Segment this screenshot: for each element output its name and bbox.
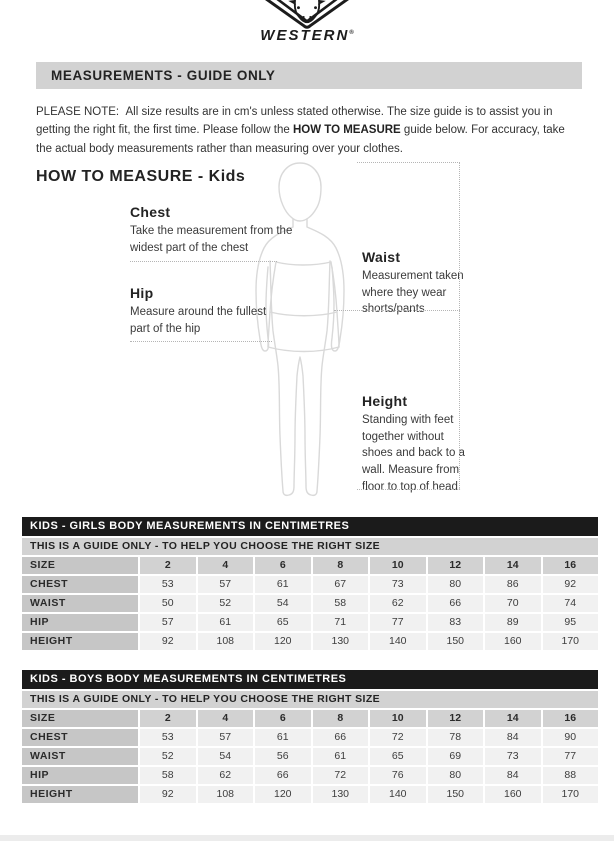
hip-label: Hip: [130, 285, 154, 301]
value-cell: 84: [485, 767, 541, 784]
value-cell: 66: [313, 729, 369, 746]
value-cell: 130: [313, 786, 369, 803]
table-row: [22, 595, 598, 612]
height-top-dotted-line: [357, 162, 460, 163]
note-bold-text: HOW TO MEASURE: [292, 124, 401, 137]
row-label: SIZE: [22, 710, 138, 727]
value-cell: 160: [485, 633, 541, 650]
value-cell: 66: [255, 767, 311, 784]
value-cell: 76: [370, 767, 426, 784]
value-cell: 70: [485, 595, 541, 612]
value-cell: 65: [370, 748, 426, 765]
note-paragraph: [36, 103, 568, 158]
value-cell: 52: [198, 595, 254, 612]
table-row: [22, 729, 598, 746]
row-label: SIZE: [22, 557, 138, 574]
value-cell: 56: [255, 748, 311, 765]
size-cell: 16: [543, 710, 599, 727]
note-text-2: guide below. For accuracy, take the actual body measurements rather than measuring over your clothes.: [36, 124, 565, 155]
value-cell: 72: [370, 729, 426, 746]
value-cell: 84: [485, 729, 541, 746]
size-header-row: [22, 710, 598, 727]
table-title: KIDS - GIRLS BODY MEASUREMENTS IN CENTIMETRES: [22, 517, 598, 536]
chest-dotted-line: [130, 261, 277, 262]
value-cell: 69: [428, 748, 484, 765]
value-cell: 50: [140, 595, 196, 612]
height-description: Standing with feet together without shoes and back to a wall. Measure from floor to top of head.: [362, 414, 465, 493]
hip-description: Measure around the fullest part of the hip: [130, 306, 267, 335]
waist-description: Measurement taken where they wear shorts/pants: [362, 270, 464, 316]
chest-label-block: [130, 204, 308, 256]
value-cell: 150: [428, 786, 484, 803]
page-title: MEASUREMENTS - GUIDE ONLY: [51, 68, 276, 83]
value-cell: 83: [428, 614, 484, 631]
size-cell: 10: [370, 710, 426, 727]
value-cell: 80: [428, 576, 484, 593]
size-cell: 8: [313, 557, 369, 574]
table-row: [22, 748, 598, 765]
waist-label: Waist: [362, 249, 401, 265]
height-label-block: [362, 393, 472, 495]
value-cell: 90: [543, 729, 599, 746]
value-cell: 57: [198, 576, 254, 593]
value-cell: 71: [313, 614, 369, 631]
note-text-1: PLEASE NOTE: All size results are in cm's unless stated otherwise. The size guide is to assist you in getting the right fit, the first time. Please follow the: [36, 106, 553, 137]
brand-name: [0, 27, 614, 44]
chest-description: Take the measurement from the widest part of the chest: [130, 225, 293, 254]
row-label: CHEST: [22, 729, 138, 746]
size-cell: 6: [255, 710, 311, 727]
row-label: CHEST: [22, 576, 138, 593]
value-cell: 74: [543, 595, 599, 612]
value-cell: 73: [370, 576, 426, 593]
row-label: HIP: [22, 767, 138, 784]
page-bottom-divider: [0, 835, 614, 841]
value-cell: 150: [428, 633, 484, 650]
table-subtitle: THIS IS A GUIDE ONLY - TO HELP YOU CHOOSE THE RIGHT SIZE: [22, 691, 598, 708]
value-cell: 140: [370, 633, 426, 650]
girls-measurements-table: [22, 517, 598, 652]
chest-label: Chest: [130, 204, 171, 220]
brand-word: WESTERN: [260, 27, 350, 44]
size-cell: 14: [485, 557, 541, 574]
value-cell: 58: [140, 767, 196, 784]
registered-mark: ®: [349, 30, 354, 36]
height-bottom-dotted-line: [357, 489, 460, 490]
size-cell: 16: [543, 557, 599, 574]
size-cell: 6: [255, 557, 311, 574]
value-cell: 92: [140, 633, 196, 650]
table-grid: [22, 710, 598, 803]
value-cell: 120: [255, 786, 311, 803]
hip-label-block: [130, 285, 280, 337]
value-cell: 160: [485, 786, 541, 803]
value-cell: 77: [370, 614, 426, 631]
value-cell: 54: [198, 748, 254, 765]
value-cell: 58: [313, 595, 369, 612]
value-cell: 130: [313, 633, 369, 650]
value-cell: 108: [198, 786, 254, 803]
value-cell: 67: [313, 576, 369, 593]
size-cell: 12: [428, 710, 484, 727]
value-cell: 92: [140, 786, 196, 803]
value-cell: 170: [543, 786, 599, 803]
boys-measurements-table: [22, 670, 598, 805]
table-title: KIDS - BOYS BODY MEASUREMENTS IN CENTIMETRES: [22, 670, 598, 689]
value-cell: 62: [198, 767, 254, 784]
bull-head-shield-icon: [260, 0, 354, 29]
hip-dotted-line: [130, 341, 272, 342]
value-cell: 95: [543, 614, 599, 631]
value-cell: 72: [313, 767, 369, 784]
table-row: [22, 767, 598, 784]
size-header-row: [22, 557, 598, 574]
value-cell: 57: [140, 614, 196, 631]
value-cell: 86: [485, 576, 541, 593]
size-cell: 12: [428, 557, 484, 574]
table-row: [22, 614, 598, 631]
height-label: Height: [362, 393, 408, 409]
value-cell: 140: [370, 786, 426, 803]
value-cell: 57: [198, 729, 254, 746]
value-cell: 88: [543, 767, 599, 784]
table-subtitle: THIS IS A GUIDE ONLY - TO HELP YOU CHOOSE THE RIGHT SIZE: [22, 538, 598, 555]
value-cell: 120: [255, 633, 311, 650]
brand-logo: [0, 0, 614, 44]
table-row: [22, 576, 598, 593]
size-cell: 10: [370, 557, 426, 574]
value-cell: 92: [543, 576, 599, 593]
size-cell: 2: [140, 557, 196, 574]
value-cell: 53: [140, 729, 196, 746]
size-cell: 4: [198, 710, 254, 727]
value-cell: 61: [198, 614, 254, 631]
waist-label-block: [362, 249, 474, 318]
value-cell: 62: [370, 595, 426, 612]
size-cell: 14: [485, 710, 541, 727]
height-vertical-dotted-line: [459, 162, 460, 490]
value-cell: 77: [543, 748, 599, 765]
value-cell: 108: [198, 633, 254, 650]
size-cell: 2: [140, 710, 196, 727]
row-label: HEIGHT: [22, 786, 138, 803]
row-label: HIP: [22, 614, 138, 631]
value-cell: 66: [428, 595, 484, 612]
row-label: WAIST: [22, 748, 138, 765]
table-row: [22, 633, 598, 650]
value-cell: 61: [255, 576, 311, 593]
how-to-measure-heading: HOW TO MEASURE - Kids: [36, 168, 246, 185]
value-cell: 61: [255, 729, 311, 746]
row-label: WAIST: [22, 595, 138, 612]
value-cell: 61: [313, 748, 369, 765]
value-cell: 52: [140, 748, 196, 765]
value-cell: 89: [485, 614, 541, 631]
value-cell: 80: [428, 767, 484, 784]
size-cell: 8: [313, 710, 369, 727]
value-cell: 65: [255, 614, 311, 631]
row-label: HEIGHT: [22, 633, 138, 650]
table-row: [22, 786, 598, 803]
value-cell: 73: [485, 748, 541, 765]
value-cell: 54: [255, 595, 311, 612]
table-grid: [22, 557, 598, 650]
value-cell: 78: [428, 729, 484, 746]
value-cell: 53: [140, 576, 196, 593]
waist-dotted-line: [334, 310, 460, 311]
value-cell: 170: [543, 633, 599, 650]
page-title-bar: [36, 62, 582, 89]
size-cell: 4: [198, 557, 254, 574]
